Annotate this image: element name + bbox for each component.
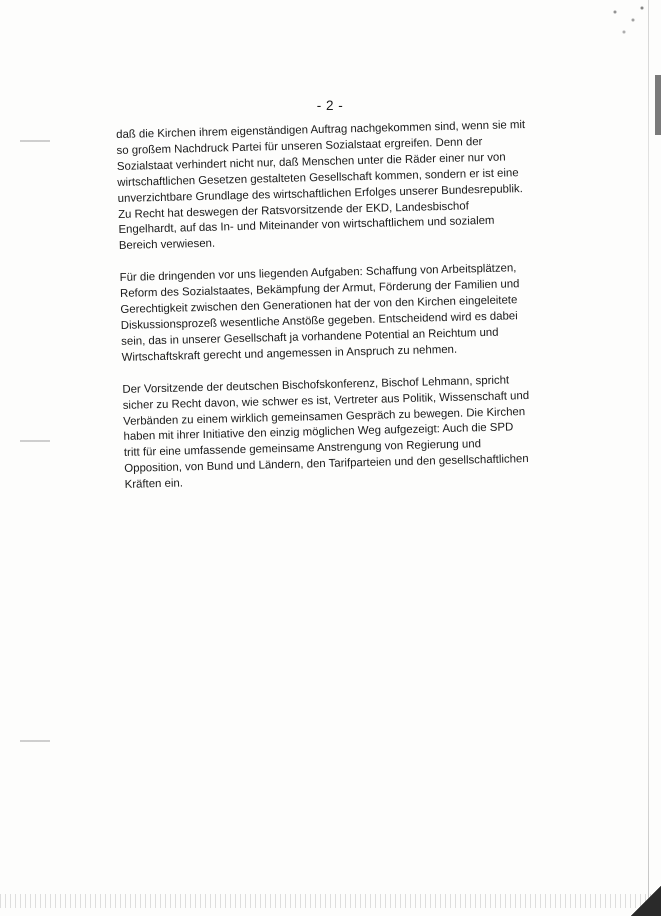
text-line: Diskussionsprozeß wesentliche Anstöße gegeben. Entscheidend wird es dabei [120, 310, 518, 332]
text-line: Bereich verwiesen. [118, 237, 216, 253]
text-line: Sozialstaat verhindert nicht nur, daß Menschen unter die Räder einer nur von [116, 151, 506, 173]
text-line: unverzichtbare Grundlage des wirtschaftlichen Erfolges unserer Bundesrepublik. [117, 182, 523, 205]
text-line: so großem Nachdruck Partei für unseren Sozialstaat ergreifen. Denn der [116, 135, 483, 157]
document-body [116, 118, 535, 510]
text-line: daß die Kirchen ihrem eigenständigen Auftrag nachgekommen sind, wenn sie mit [116, 119, 526, 141]
text-line: sein, das in unserer Gesellschaft ja vorhandene Potential an Reichtum und [121, 326, 499, 348]
text-line: sicher zu Recht davon, wie schwer es ist, Vertreter aus Politik, Wissenschaft und [122, 389, 530, 412]
scan-right-edge-line [648, 0, 649, 916]
text-line: Gerechtigkeit zwischen den Generationen hat der von den Kirchen eingeleitete [120, 294, 518, 317]
scan-left-marks [20, 0, 50, 916]
scan-right-edge-shadow [655, 75, 661, 135]
paragraph-3 [122, 373, 535, 494]
text-line: Reform des Sozialstaates, Bekämpfung der Armut, Förderung der Familien und [119, 278, 520, 301]
page-number: - 2 - [316, 98, 344, 113]
scan-corner-specks [606, 0, 651, 40]
text-line: Zu Recht hat deswegen der Ratsvorsitzende der EKD, Landesbischof [117, 199, 469, 221]
scan-bottom-dots [0, 894, 661, 908]
text-line: wirtschaftlichen Gesetzen gestalteten Gesellschaft kommen, sondern er ist eine [117, 166, 519, 189]
text-line: Kräften ein. [124, 477, 184, 492]
text-line: Der Vorsitzende der deutschen Bischofskonferenz, Bischof Lehmann, spricht [122, 374, 510, 396]
text-line: Wirtschaftskraft gerecht und angemessen in Anspruch zu nehmen. [121, 343, 458, 364]
text-line: Opposition, von Bund und Ländern, den Tarifparteien und den gesellschaftlichen [124, 453, 529, 476]
text-line: tritt für eine umfassende gemeinsame Anstrengung von Regierung und [123, 438, 482, 460]
text-line: haben mit ihrer Initiative den einzig möglichen Weg aufgezeigt: Auch die SPD [123, 421, 514, 444]
scan-folded-corner [631, 886, 661, 916]
paragraph-1 [116, 118, 529, 255]
text-line: Für die dringenden vor uns liegenden Aufgaben: Schaffung von Arbeitsplätzen, [119, 262, 517, 285]
text-line: Engelhardt, auf das In- und Miteinander von wirtschaftlichem und sozialem [118, 215, 495, 237]
text-line: Verbänden zu einem wirklich gemeinsamen Gespräch zu bewegen. Die Kirchen [123, 405, 526, 428]
paragraph-2 [119, 261, 531, 366]
